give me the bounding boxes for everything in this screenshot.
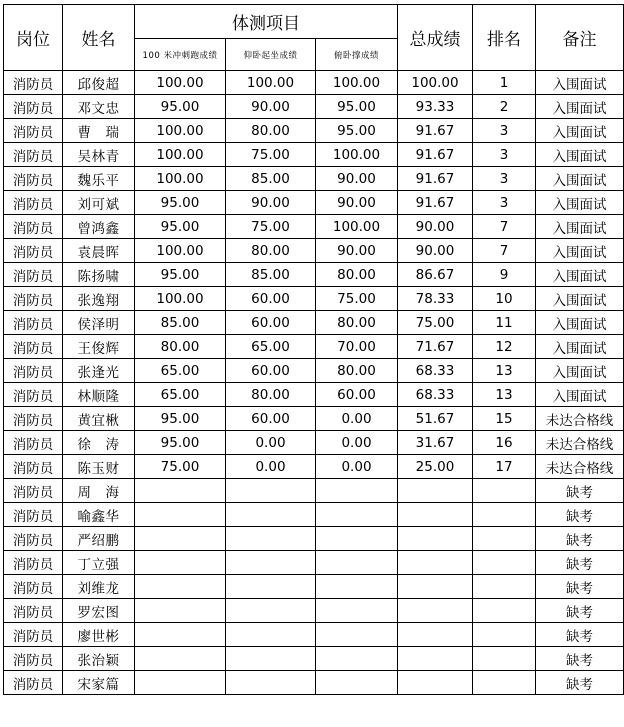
header-rank: 排名 [473, 5, 536, 71]
cell-rank: 12 [473, 335, 536, 359]
cell-pushups: 0.00 [316, 407, 398, 431]
cell-name: 丁立强 [63, 551, 135, 575]
cell-remark: 缺考 [536, 551, 624, 575]
cell-rank: 1 [473, 71, 536, 95]
cell-sprint: 95.00 [135, 95, 226, 119]
cell-position: 消防员 [4, 647, 63, 671]
table-row [4, 71, 624, 95]
cell-name: 曾鸿鑫 [63, 215, 135, 239]
cell-remark: 入围面试 [536, 191, 624, 215]
cell-position: 消防员 [4, 71, 63, 95]
cell-situps: 0.00 [226, 431, 316, 455]
cell-sprint: 95.00 [135, 431, 226, 455]
cell-rank: 3 [473, 143, 536, 167]
cell-situps: 80.00 [226, 383, 316, 407]
cell-total: 91.67 [398, 119, 473, 143]
cell-remark: 入围面试 [536, 383, 624, 407]
cell-rank: 17 [473, 455, 536, 479]
table-row [4, 143, 624, 167]
cell-rank: 15 [473, 407, 536, 431]
cell-sprint: 65.00 [135, 359, 226, 383]
cell-sprint: 95.00 [135, 191, 226, 215]
cell-total [398, 623, 473, 647]
cell-pushups: 0.00 [316, 431, 398, 455]
cell-rank: 3 [473, 191, 536, 215]
table-row [4, 383, 624, 407]
cell-rank: 13 [473, 359, 536, 383]
cell-total [398, 479, 473, 503]
cell-remark: 入围面试 [536, 119, 624, 143]
cell-name: 喻鑫华 [63, 503, 135, 527]
cell-total [398, 647, 473, 671]
cell-pushups: 90.00 [316, 239, 398, 263]
cell-total: 75.00 [398, 311, 473, 335]
cell-name: 严绍鹏 [63, 527, 135, 551]
cell-position: 消防员 [4, 431, 63, 455]
cell-sprint: 100.00 [135, 239, 226, 263]
cell-rank: 9 [473, 263, 536, 287]
cell-rank [473, 551, 536, 575]
header-remark: 备注 [536, 5, 624, 71]
cell-situps [226, 575, 316, 599]
cell-name: 宋家篇 [63, 671, 135, 695]
cell-sprint [135, 503, 226, 527]
cell-name: 刘可斌 [63, 191, 135, 215]
cell-pushups: 0.00 [316, 455, 398, 479]
cell-rank: 7 [473, 215, 536, 239]
cell-situps: 90.00 [226, 95, 316, 119]
cell-name: 魏乐平 [63, 167, 135, 191]
cell-situps: 90.00 [226, 191, 316, 215]
cell-pushups [316, 479, 398, 503]
cell-remark: 入围面试 [536, 95, 624, 119]
cell-situps: 85.00 [226, 167, 316, 191]
cell-remark: 未达合格线 [536, 407, 624, 431]
cell-sprint: 100.00 [135, 287, 226, 311]
cell-rank [473, 575, 536, 599]
table-row [4, 623, 624, 647]
cell-total [398, 599, 473, 623]
cell-total [398, 575, 473, 599]
cell-name: 吴林青 [63, 143, 135, 167]
cell-situps: 60.00 [226, 359, 316, 383]
header-pushups: 俯卧撑成绩 [316, 39, 398, 71]
cell-situps: 80.00 [226, 119, 316, 143]
cell-pushups: 90.00 [316, 167, 398, 191]
table-row [4, 647, 624, 671]
cell-name: 袁晨晖 [63, 239, 135, 263]
cell-situps [226, 671, 316, 695]
cell-pushups: 100.00 [316, 215, 398, 239]
cell-position: 消防员 [4, 407, 63, 431]
cell-remark: 未达合格线 [536, 431, 624, 455]
cell-sprint: 65.00 [135, 383, 226, 407]
cell-total: 100.00 [398, 71, 473, 95]
cell-remark: 入围面试 [536, 287, 624, 311]
cell-sprint [135, 551, 226, 575]
cell-position: 消防员 [4, 359, 63, 383]
cell-remark: 入围面试 [536, 335, 624, 359]
cell-situps: 75.00 [226, 215, 316, 239]
table-row [4, 527, 624, 551]
cell-remark: 缺考 [536, 671, 624, 695]
cell-position: 消防员 [4, 191, 63, 215]
cell-situps: 60.00 [226, 311, 316, 335]
cell-name: 刘维龙 [63, 575, 135, 599]
cell-total [398, 551, 473, 575]
table-row [4, 503, 624, 527]
cell-sprint [135, 527, 226, 551]
cell-remark: 缺考 [536, 503, 624, 527]
table-row [4, 359, 624, 383]
cell-position: 消防员 [4, 239, 63, 263]
cell-pushups: 80.00 [316, 311, 398, 335]
cell-pushups: 80.00 [316, 359, 398, 383]
cell-name: 黄宜楸 [63, 407, 135, 431]
cell-sprint [135, 647, 226, 671]
cell-situps: 60.00 [226, 407, 316, 431]
cell-situps [226, 479, 316, 503]
cell-name: 罗宏图 [63, 599, 135, 623]
cell-remark: 入围面试 [536, 143, 624, 167]
table-row [4, 287, 624, 311]
cell-total: 91.67 [398, 143, 473, 167]
cell-position: 消防员 [4, 527, 63, 551]
cell-remark: 缺考 [536, 623, 624, 647]
cell-pushups [316, 527, 398, 551]
cell-name: 邱俊超 [63, 71, 135, 95]
cell-situps: 85.00 [226, 263, 316, 287]
header-total: 总成绩 [398, 5, 473, 71]
cell-total: 68.33 [398, 383, 473, 407]
cell-name: 邓文忠 [63, 95, 135, 119]
cell-sprint [135, 479, 226, 503]
cell-rank [473, 623, 536, 647]
table-row [4, 263, 624, 287]
cell-pushups [316, 599, 398, 623]
table-row [4, 551, 624, 575]
cell-remark: 缺考 [536, 527, 624, 551]
cell-rank: 2 [473, 95, 536, 119]
cell-pushups: 70.00 [316, 335, 398, 359]
table-row [4, 671, 624, 695]
cell-situps: 0.00 [226, 455, 316, 479]
cell-position: 消防员 [4, 383, 63, 407]
cell-remark: 入围面试 [536, 71, 624, 95]
cell-sprint: 95.00 [135, 407, 226, 431]
cell-remark: 入围面试 [536, 311, 624, 335]
cell-position: 消防员 [4, 671, 63, 695]
cell-rank [473, 527, 536, 551]
cell-rank: 10 [473, 287, 536, 311]
cell-position: 消防员 [4, 215, 63, 239]
cell-sprint: 95.00 [135, 263, 226, 287]
cell-position: 消防员 [4, 479, 63, 503]
cell-sprint: 85.00 [135, 311, 226, 335]
cell-sprint: 95.00 [135, 215, 226, 239]
cell-rank: 11 [473, 311, 536, 335]
cell-remark: 入围面试 [536, 167, 624, 191]
cell-situps: 100.00 [226, 71, 316, 95]
cell-name: 林顺隆 [63, 383, 135, 407]
cell-position: 消防员 [4, 311, 63, 335]
cell-name: 徐 涛 [63, 431, 135, 455]
table-row [4, 599, 624, 623]
cell-name: 周 海 [63, 479, 135, 503]
table-row [4, 167, 624, 191]
cell-total: 68.33 [398, 359, 473, 383]
cell-rank: 3 [473, 167, 536, 191]
cell-position: 消防员 [4, 95, 63, 119]
cell-remark: 入围面试 [536, 263, 624, 287]
cell-name: 陈玉财 [63, 455, 135, 479]
cell-position: 消防员 [4, 455, 63, 479]
cell-sprint: 100.00 [135, 71, 226, 95]
cell-pushups: 95.00 [316, 95, 398, 119]
cell-remark: 入围面试 [536, 359, 624, 383]
cell-position: 消防员 [4, 335, 63, 359]
table-row [4, 191, 624, 215]
table-row [4, 407, 624, 431]
cell-situps: 65.00 [226, 335, 316, 359]
table-row [4, 119, 624, 143]
cell-remark: 缺考 [536, 647, 624, 671]
cell-total: 91.67 [398, 167, 473, 191]
cell-pushups: 80.00 [316, 263, 398, 287]
cell-situps: 80.00 [226, 239, 316, 263]
table-row [4, 311, 624, 335]
cell-total: 71.67 [398, 335, 473, 359]
cell-rank: 13 [473, 383, 536, 407]
cell-sprint [135, 623, 226, 647]
cell-pushups [316, 671, 398, 695]
cell-name: 张逢光 [63, 359, 135, 383]
cell-rank [473, 479, 536, 503]
cell-remark: 缺考 [536, 479, 624, 503]
cell-situps [226, 623, 316, 647]
table-row [4, 575, 624, 599]
header-test-items: 体测项目 [135, 5, 398, 39]
cell-remark: 未达合格线 [536, 455, 624, 479]
cell-position: 消防员 [4, 263, 63, 287]
header-situps: 仰卧起坐成绩 [226, 39, 316, 71]
cell-position: 消防员 [4, 551, 63, 575]
table-row [4, 479, 624, 503]
cell-sprint: 100.00 [135, 167, 226, 191]
cell-pushups: 60.00 [316, 383, 398, 407]
cell-pushups [316, 503, 398, 527]
cell-name: 侯泽明 [63, 311, 135, 335]
cell-total: 90.00 [398, 239, 473, 263]
cell-total: 78.33 [398, 287, 473, 311]
cell-remark: 入围面试 [536, 215, 624, 239]
cell-situps [226, 599, 316, 623]
header-name: 姓名 [63, 5, 135, 71]
cell-situps [226, 647, 316, 671]
cell-sprint [135, 575, 226, 599]
cell-position: 消防员 [4, 287, 63, 311]
table-row [4, 431, 624, 455]
cell-situps: 75.00 [226, 143, 316, 167]
cell-position: 消防员 [4, 623, 63, 647]
table-body [4, 71, 624, 695]
cell-sprint: 100.00 [135, 143, 226, 167]
cell-pushups: 100.00 [316, 143, 398, 167]
cell-sprint: 75.00 [135, 455, 226, 479]
header-sprint: 100 米冲刺跑成绩 [135, 39, 226, 71]
cell-remark: 入围面试 [536, 239, 624, 263]
cell-total: 86.67 [398, 263, 473, 287]
cell-name: 王俊辉 [63, 335, 135, 359]
table-row [4, 335, 624, 359]
cell-position: 消防员 [4, 575, 63, 599]
cell-pushups: 75.00 [316, 287, 398, 311]
cell-situps [226, 503, 316, 527]
cell-pushups [316, 575, 398, 599]
cell-sprint: 80.00 [135, 335, 226, 359]
cell-rank: 3 [473, 119, 536, 143]
table-row [4, 455, 624, 479]
cell-remark: 缺考 [536, 599, 624, 623]
cell-situps: 60.00 [226, 287, 316, 311]
cell-total [398, 671, 473, 695]
score-table [3, 4, 624, 695]
cell-situps [226, 551, 316, 575]
header-row [4, 5, 624, 39]
cell-total [398, 503, 473, 527]
cell-sprint [135, 671, 226, 695]
cell-rank [473, 599, 536, 623]
cell-pushups [316, 647, 398, 671]
cell-pushups: 90.00 [316, 191, 398, 215]
cell-total: 93.33 [398, 95, 473, 119]
cell-rank [473, 647, 536, 671]
cell-pushups: 95.00 [316, 119, 398, 143]
table-row [4, 215, 624, 239]
table-row [4, 95, 624, 119]
cell-sprint [135, 599, 226, 623]
cell-position: 消防员 [4, 503, 63, 527]
cell-rank [473, 503, 536, 527]
cell-pushups: 100.00 [316, 71, 398, 95]
cell-position: 消防员 [4, 143, 63, 167]
cell-rank: 16 [473, 431, 536, 455]
cell-name: 张治颖 [63, 647, 135, 671]
cell-pushups [316, 623, 398, 647]
cell-name: 廖世彬 [63, 623, 135, 647]
header-position: 岗位 [4, 5, 63, 71]
cell-rank [473, 671, 536, 695]
cell-total: 25.00 [398, 455, 473, 479]
cell-total: 90.00 [398, 215, 473, 239]
cell-total [398, 527, 473, 551]
cell-position: 消防员 [4, 167, 63, 191]
cell-sprint: 100.00 [135, 119, 226, 143]
cell-situps [226, 527, 316, 551]
cell-position: 消防员 [4, 119, 63, 143]
cell-rank: 7 [473, 239, 536, 263]
cell-name: 陈扬啸 [63, 263, 135, 287]
cell-name: 曹 瑞 [63, 119, 135, 143]
cell-name: 张逸翔 [63, 287, 135, 311]
cell-total: 51.67 [398, 407, 473, 431]
table-row [4, 239, 624, 263]
cell-total: 91.67 [398, 191, 473, 215]
cell-position: 消防员 [4, 599, 63, 623]
cell-remark: 缺考 [536, 575, 624, 599]
cell-pushups [316, 551, 398, 575]
cell-total: 31.67 [398, 431, 473, 455]
